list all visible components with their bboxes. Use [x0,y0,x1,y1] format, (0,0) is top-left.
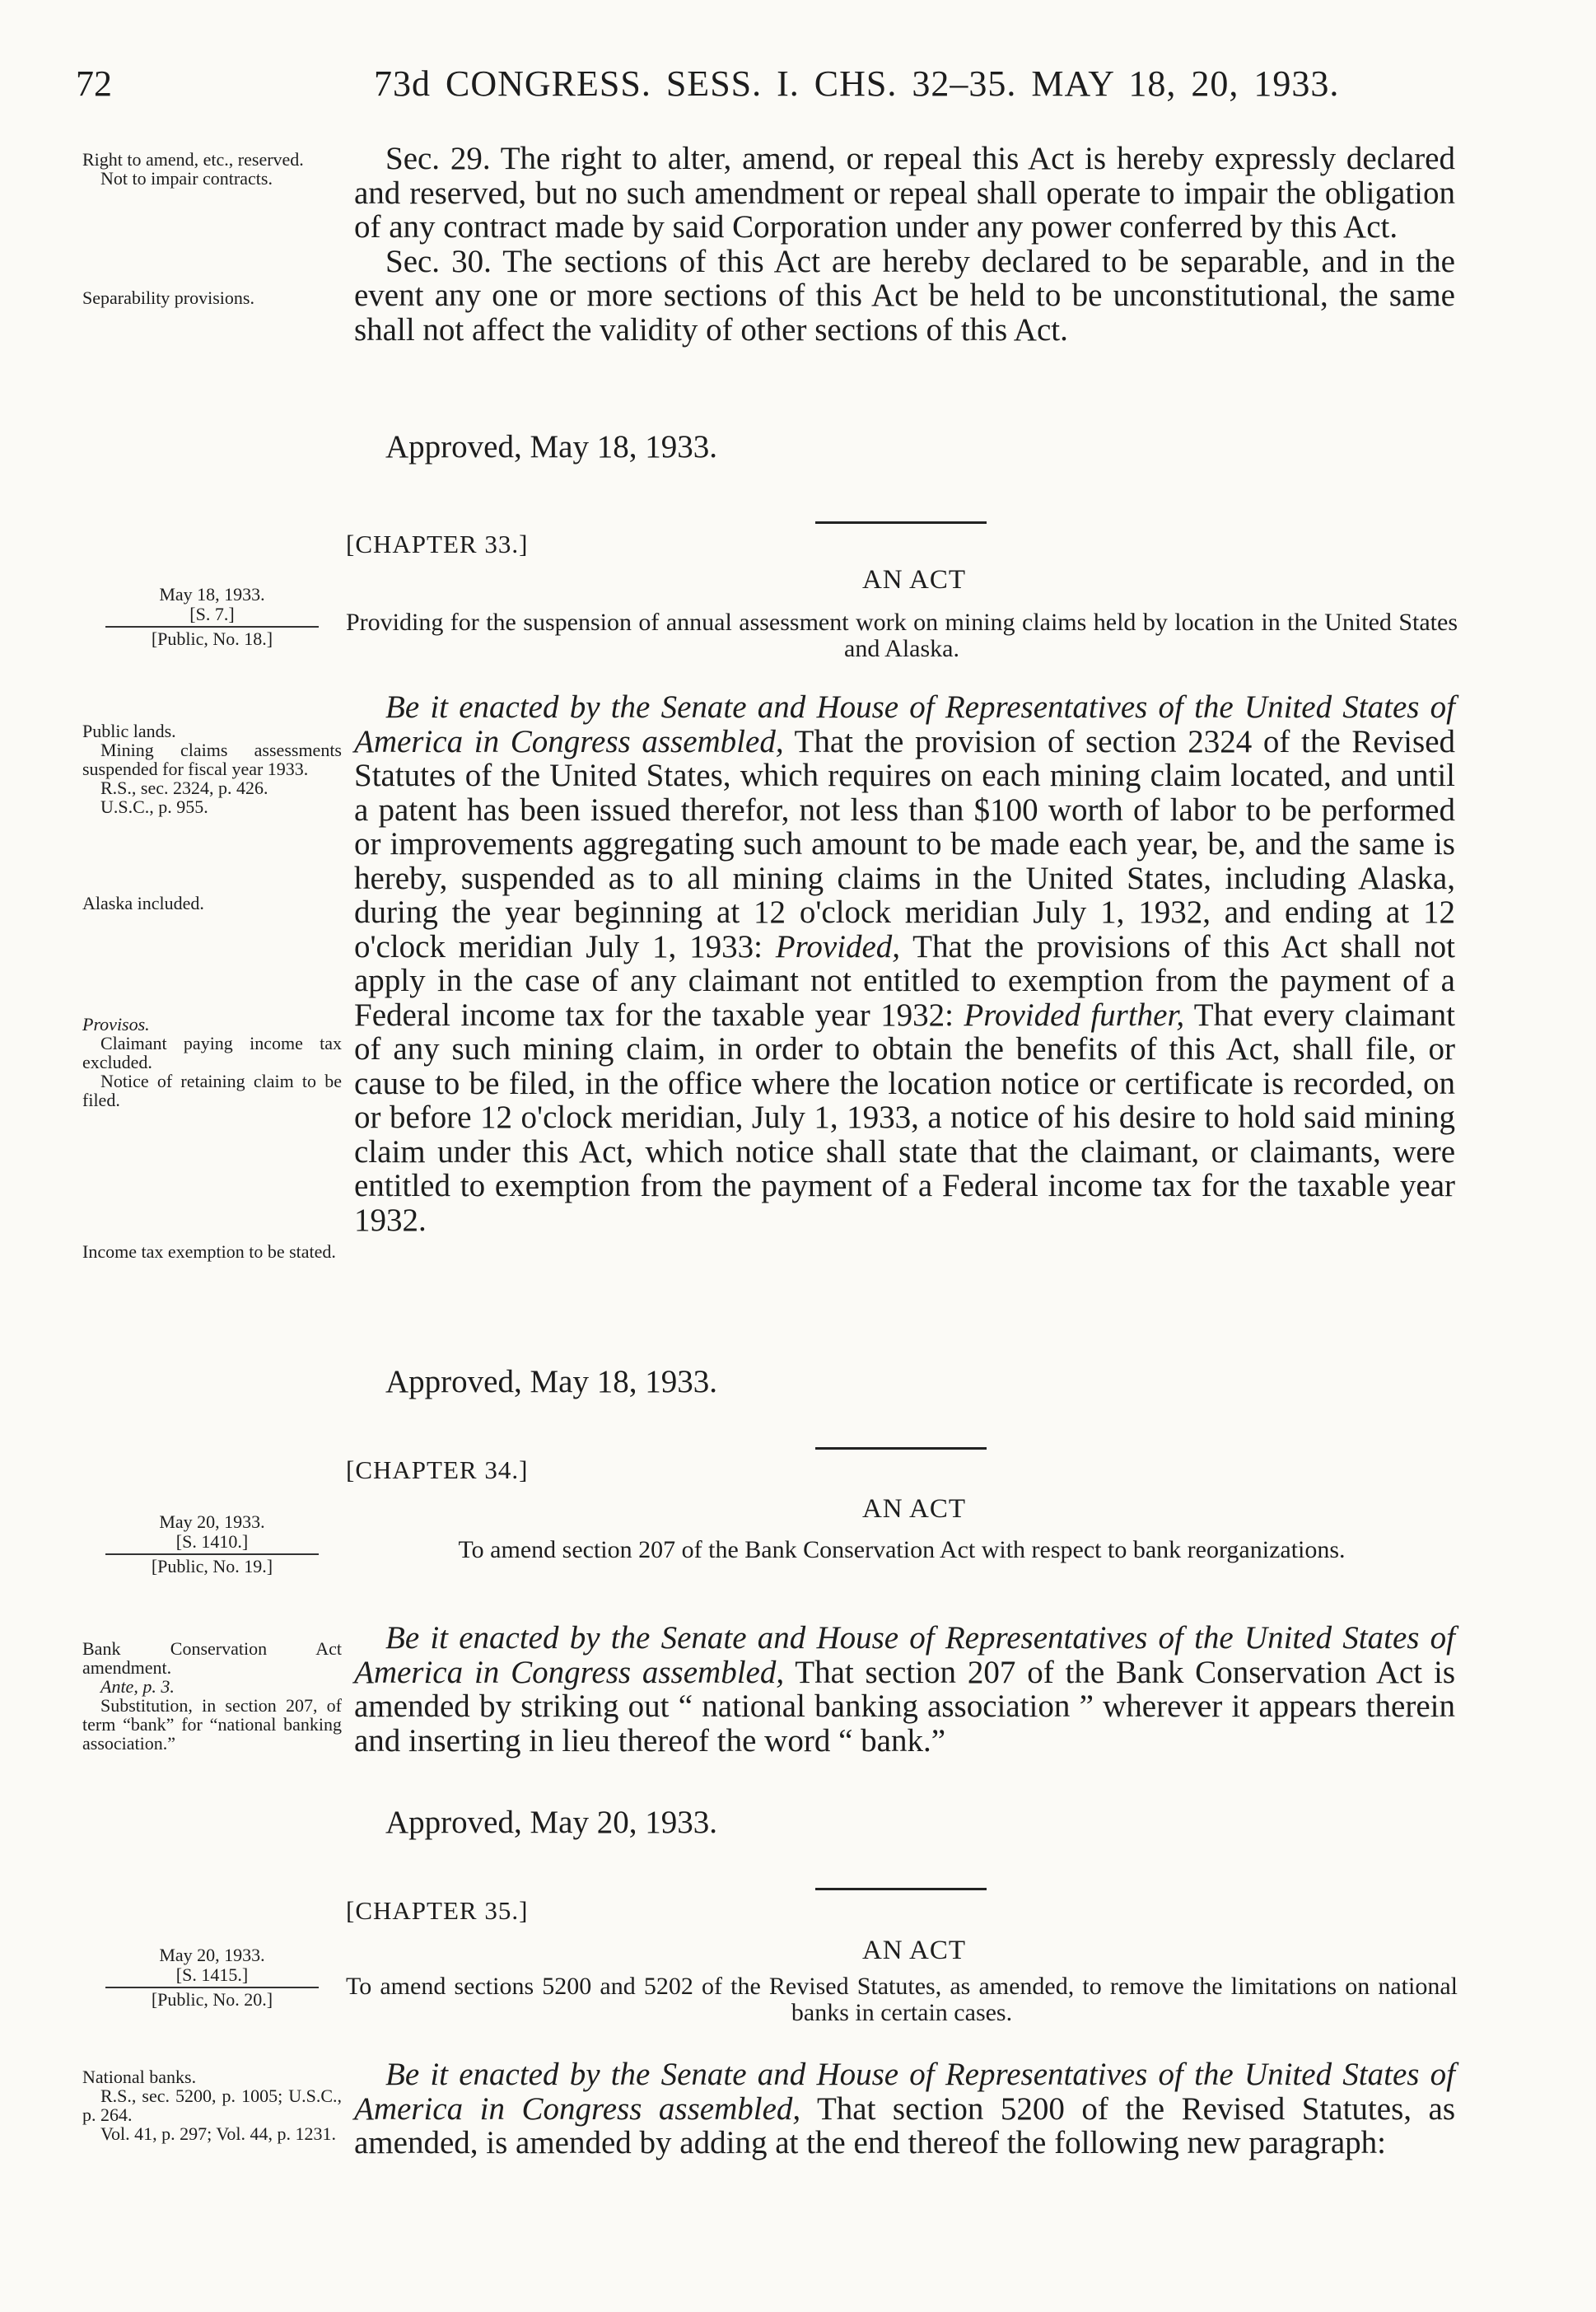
page-header [76,63,1459,112]
page-number: 72 [76,63,112,104]
chapter-33-heading: [CHAPTER 33.] [346,530,529,558]
divider-rule [815,521,987,524]
ch33-bill-info [82,585,342,649]
an-act-35: AN ACT [861,1936,967,1965]
approved-ch34: Approved, May 20, 1933. [385,1805,717,1840]
ch33-text-2: That the provisions of this Act shall not apply in the case of any claimant not entitled to exemption from the payment of a Federal income tax for the taxable year 1932: [354,928,1455,1033]
ch33-margin-provisos [82,1015,342,1109]
ch33-provided-further: Provided further, [964,997,1185,1033]
ch33-date: May 18, 1933. [159,584,265,605]
running-title: 73d CONGRESS. SESS. I. CHS. 32–35. MAY 18, 20, 1933. [374,63,1340,104]
margin-usc-955: U.S.C., p. 955. [100,796,208,817]
section-29: Sec. 29. The right to alter, amend, or repeal this Act is hereby expressly declared and reserved, but no such amendment or repeal shall operate to impair the obligation of any contract made by said Corporation under any power conferred by this Act. [354,141,1455,245]
ch35-text: That section 5200 of the Revised Statutes, as amended, is amended by adding at the end thereof the following new paragraph: [354,2090,1455,2160]
ch33-public: [Public, No. 18.] [151,628,273,649]
ch34-title: To amend section 207 of the Bank Conservation Act with respect to bank reorganizations. [458,1536,1346,1563]
ch33-body [354,690,1455,1237]
ch35-bill-rule [105,1987,319,1988]
ch35-margin-notes [82,2067,342,2143]
divider-rule [815,1447,987,1450]
an-act-34: AN ACT [861,1494,967,1524]
ch34-body [354,1621,1455,1758]
margin-provisos: Provisos. [82,1014,150,1035]
margin-not-impair: Not to impair contracts. [100,168,273,189]
ch33-bill-rule [105,626,319,628]
margin-national-banks: National banks. [82,2067,197,2087]
ch35-paragraph [354,2057,1455,2160]
ch34-paragraph [354,1621,1455,1758]
margin-note-sec29 [82,150,342,188]
chapter-35-heading: [CHAPTER 35.] [346,1896,529,1925]
margin-income-tax: Income tax exemption to be stated. [82,1241,336,1262]
margin-substitution: Substitution, in section 207, of term “bank” for “national banking association.” [82,1695,342,1754]
section-30: Sec. 30. The sections of this Act are hereby declared to be separable, and in the event any one or more sections of this Act be held to be unconstitutional, the same shall not affect the validity of other sections of this Act. [354,243,1455,348]
margin-separability: Separability provisions. [82,287,254,308]
margin-public-lands: Public lands. [82,721,176,741]
ch34-enacting-clause: Be it enacted by the Senate and House of Representatives of the United States of America in Congress assembled, [354,1620,1455,1690]
ch35-bill-info [82,1945,342,2010]
ch33-text-3: That every claimant of any such mining claim, in order to obtain the benefits of this Act, shall file, or cause to be filed, in the office where the location notice or certificate is recorded, on or before 12 o'clock meridian, July 1, 1933, a notice of his desire to hold said mining claim under this Act, which notice shall state that the claimant, or claimants, were entitled to exemption from the payment of a Federal income tax for the taxable year 1932. [354,997,1455,1238]
ch35-date: May 20, 1933. [159,1945,265,1965]
ch34-bill-info [82,1512,342,1576]
margin-rs-2324: R.S., sec. 2324, p. 426. [100,778,268,798]
chapter-34-heading: [CHAPTER 34.] [346,1455,529,1484]
margin-alaska: Alaska included. [82,893,204,913]
margin-claimant: Claimant paying income tax excluded. [82,1033,342,1072]
approved-ch33: Approved, May 18, 1933. [385,1364,717,1399]
ch35-body [354,2057,1455,2160]
ch34-bill-rule [105,1553,319,1555]
margin-vol: Vol. 41, p. 297; Vol. 44, p. 1231. [100,2123,337,2144]
sections-29-30 [354,142,1455,347]
margin-notice: Notice of retaining claim to be filed. [82,1071,342,1110]
margin-mining-claims: Mining claims assessments suspended for fiscal year 1933. [82,740,342,779]
ch35-title: To amend sections 5200 and 5202 of the Revised Statutes, as amended, to remove the limitations on national banks in certain cases. [346,1973,1458,2026]
ch35-bill: [S. 1415.] [175,1964,249,1985]
ch34-text: That section 207 of the Bank Conservation Act is amended by striking out “ national banking association ” wherever it appears therein and inserting in lieu thereof the word “ bank.” [354,1654,1455,1759]
margin-right-to-amend: Right to amend, etc., reserved. [82,149,304,170]
ch33-title: Providing for the suspension of annual assessment work on mining claims held by location in the United States and Alaska. [346,609,1458,662]
ch34-date: May 20, 1933. [159,1511,265,1532]
ch34-bill: [S. 1410.] [175,1531,249,1552]
ch33-enacting-clause: Be it enacted by the Senate and House of Representatives of the United States of America in Congress assembled, [354,689,1455,759]
ch33-margin-notes [82,722,342,816]
ch35-public: [Public, No. 20.] [151,1989,273,2010]
ch33-text-1: That the provision of section 2324 of the Revised Statutes of the United States, which requires on each mining claim located, and until a patent has been issued therefor, not less than $100 worth of labor to be performed or improvements aggregating such amount to be made each year, be, and the same is hereby, suspended as to all mining claims in the United States, including Alaska, during the year beginning at 12 o'clock meridian July 1, 1932, and ending at 12 o'clock meridian July 1, 1933: [354,723,1455,965]
ch33-paragraph [354,690,1455,1237]
ch33-provided: Provided, [775,928,901,965]
ch34-public: [Public, No. 19.] [151,1556,273,1576]
divider-rule [815,1888,987,1890]
ch35-enacting-clause: Be it enacted by the Senate and House of Representatives of the United States of America in Congress assembled, [354,2057,1455,2127]
margin-bank-conservation: Bank Conservation Act amendment. [82,1638,342,1678]
ch34-margin-notes [82,1639,342,1753]
margin-rs-5200: R.S., sec. 5200, p. 1005; U.S.C., p. 264. [82,2085,342,2125]
approved-ch32: Approved, May 18, 1933. [385,429,717,465]
an-act-33: AN ACT [861,565,967,595]
ch33-bill: [S. 7.] [189,604,235,624]
margin-ante: Ante, p. 3. [100,1676,175,1697]
